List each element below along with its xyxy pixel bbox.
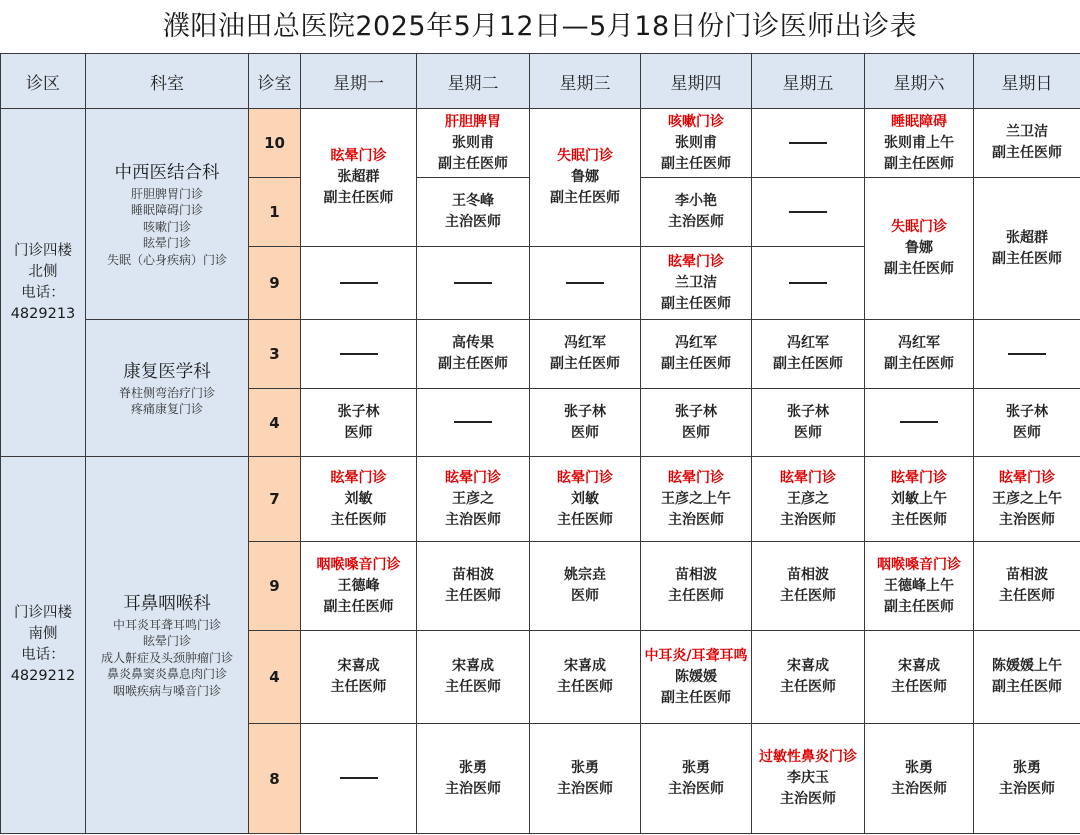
doctor-name: 张勇 bbox=[682, 759, 710, 776]
doctor-name: 宋喜成 bbox=[787, 658, 829, 674]
empty-dash bbox=[789, 282, 827, 284]
doctor-name: 鲁娜 bbox=[571, 169, 599, 185]
doctor-name: 王德峰 bbox=[337, 577, 380, 594]
doctor-title: 主任医师 bbox=[557, 511, 613, 528]
clinic-label: 失眠门诊 bbox=[557, 148, 613, 164]
clinic-label: 肝胆脾胃 bbox=[445, 113, 501, 130]
doctor-name: 张则甫上午 bbox=[884, 134, 954, 151]
doctor-title: 副主任医师 bbox=[773, 356, 843, 372]
clinic-label: 咳嗽门诊 bbox=[668, 113, 724, 130]
room-number: 9 bbox=[249, 542, 301, 631]
schedule-cell bbox=[301, 542, 417, 631]
doctor-name: 宋喜成 bbox=[337, 658, 380, 674]
clinic-label: 过敏性鼻炎门诊 bbox=[759, 749, 857, 765]
doctor-title: 主任医师 bbox=[668, 588, 724, 604]
clinic-label: 眩晕门诊 bbox=[668, 253, 724, 270]
clinic-label: 失眠门诊 bbox=[891, 219, 947, 235]
doctor-name: 陈媛媛 bbox=[675, 668, 717, 685]
schedule-cell bbox=[974, 724, 1080, 834]
doctor-name: 陈媛媛上午 bbox=[992, 658, 1062, 674]
schedule-cell bbox=[752, 724, 865, 834]
doctor-title: 医师 bbox=[682, 424, 710, 441]
clinic-label: 睡眠障碍 bbox=[891, 113, 947, 130]
schedule-cell bbox=[974, 542, 1080, 631]
empty-dash bbox=[566, 282, 604, 284]
clinic-label: 眩晕门诊 bbox=[668, 469, 724, 486]
doctor-title: 副主任医师 bbox=[323, 598, 394, 615]
doctor-name: 李庆玉 bbox=[787, 770, 829, 786]
clinic-label: 咽喉嗓音门诊 bbox=[316, 556, 401, 573]
doctor-name: 姚宗垚 bbox=[564, 567, 606, 583]
doctor-name: 李小艳 bbox=[675, 193, 717, 209]
schedule-cell bbox=[752, 631, 865, 724]
header-zone: 诊区 bbox=[1, 54, 86, 109]
doctor-title: 主任医师 bbox=[891, 679, 947, 695]
doctor-title: 主治医师 bbox=[445, 214, 501, 230]
doctor-title: 副主任医师 bbox=[550, 356, 620, 372]
doctor-title: 副主任医师 bbox=[992, 145, 1062, 161]
schedule-cell bbox=[752, 178, 865, 247]
schedule-table bbox=[0, 53, 1080, 834]
doctor-title: 医师 bbox=[794, 424, 822, 441]
doctor-name: 冯红军 bbox=[898, 335, 940, 351]
doctor-name: 鲁娜 bbox=[905, 240, 933, 256]
doctor-name: 张子林 bbox=[337, 403, 380, 420]
doctor-title: 副主任医师 bbox=[661, 295, 731, 312]
doctor-name: 张子林 bbox=[564, 403, 606, 420]
empty-dash bbox=[789, 211, 827, 213]
doctor-name: 张勇 bbox=[571, 759, 599, 776]
header-tuesday: 星期二 bbox=[417, 54, 530, 109]
header-friday: 星期五 bbox=[752, 54, 865, 109]
schedule-cell bbox=[530, 631, 641, 724]
schedule-cell bbox=[974, 178, 1080, 320]
doctor-title: 主任医师 bbox=[780, 679, 836, 695]
schedule-cell bbox=[417, 320, 530, 389]
schedule-cell bbox=[641, 631, 752, 724]
schedule-cell bbox=[974, 631, 1080, 724]
doctor-title: 主治医师 bbox=[999, 511, 1055, 528]
doctor-title: 副主任医师 bbox=[884, 598, 954, 615]
doctor-title: 副主任医师 bbox=[661, 689, 731, 706]
empty-dash bbox=[789, 142, 827, 144]
clinic-label: 眩晕门诊 bbox=[445, 469, 501, 486]
schedule-cell bbox=[974, 109, 1080, 178]
doctor-title: 主任医师 bbox=[999, 588, 1055, 604]
header-dept: 科室 bbox=[86, 54, 249, 109]
dept-rehab: 康复医学科 脊柱侧弯治疗门诊 疼痛康复门诊 bbox=[86, 320, 249, 457]
dept-ent: 耳鼻咽喉科 中耳炎耳聋耳鸣门诊 眩晕门诊 成人鼾症及头颈肿瘤门诊 鼻炎鼻窦炎鼻息肉门诊 咽喉疾病与嗓音门诊 bbox=[86, 457, 249, 834]
clinic-label: 眩晕门诊 bbox=[557, 469, 613, 486]
doctor-title: 副主任医师 bbox=[661, 356, 731, 372]
clinic-label: 咽喉嗓音门诊 bbox=[877, 556, 961, 573]
doctor-title: 副主任医师 bbox=[992, 250, 1062, 267]
schedule-cell bbox=[641, 320, 752, 389]
room-number: 4 bbox=[249, 631, 301, 724]
schedule-cell bbox=[865, 542, 974, 631]
schedule-cell bbox=[417, 631, 530, 724]
doctor-name: 王彦之上午 bbox=[661, 490, 731, 507]
doctor-name: 张则甫 bbox=[452, 134, 494, 151]
doctor-title: 主治医师 bbox=[668, 511, 724, 528]
room-number: 1 bbox=[249, 178, 301, 247]
schedule-cell bbox=[301, 631, 417, 724]
schedule-cell bbox=[530, 247, 641, 320]
schedule-cell bbox=[530, 389, 641, 457]
schedule-cell bbox=[417, 724, 530, 834]
doctor-name: 宋喜成 bbox=[564, 658, 606, 674]
doctor-name: 王彦之 bbox=[452, 490, 494, 507]
empty-dash bbox=[340, 777, 378, 779]
doctor-title: 副主任医师 bbox=[438, 155, 508, 172]
empty-dash bbox=[1008, 353, 1046, 355]
doctor-title: 副主任医师 bbox=[661, 155, 731, 172]
doctor-name: 张子林 bbox=[675, 403, 717, 420]
doctor-name: 王彦之 bbox=[787, 490, 829, 507]
doctor-title: 主任医师 bbox=[445, 588, 501, 604]
doctor-name: 苗相波 bbox=[787, 567, 829, 583]
schedule-cell bbox=[417, 109, 530, 178]
doctor-name: 张子林 bbox=[787, 403, 829, 420]
doctor-title: 副主任医师 bbox=[992, 679, 1062, 695]
clinic-label: 眩晕门诊 bbox=[891, 469, 947, 486]
doctor-title: 主任医师 bbox=[780, 588, 836, 604]
schedule-cell bbox=[417, 542, 530, 631]
header-sunday: 星期日 bbox=[974, 54, 1080, 109]
doctor-name: 宋喜成 bbox=[452, 658, 494, 674]
doctor-name: 苗相波 bbox=[675, 567, 717, 583]
schedule-cell bbox=[865, 109, 974, 178]
doctor-title: 主治医师 bbox=[780, 791, 836, 807]
room-number: 10 bbox=[249, 109, 301, 178]
clinic-label: 眩晕门诊 bbox=[330, 469, 387, 486]
clinic-label: 眩晕门诊 bbox=[330, 148, 387, 164]
header-wednesday: 星期三 bbox=[530, 54, 641, 109]
schedule-cell bbox=[974, 457, 1080, 542]
schedule-cell bbox=[641, 247, 752, 320]
schedule-cell bbox=[752, 247, 865, 320]
doctor-title: 医师 bbox=[344, 424, 373, 441]
schedule-cell bbox=[417, 247, 530, 320]
doctor-name: 冯红军 bbox=[564, 335, 606, 351]
doctor-title: 副主任医师 bbox=[438, 356, 508, 372]
doctor-name: 宋喜成 bbox=[898, 658, 940, 674]
doctor-title: 主治医师 bbox=[445, 780, 501, 797]
doctor-title: 主任医师 bbox=[445, 679, 501, 695]
room-number: 4 bbox=[249, 389, 301, 457]
header-room: 诊室 bbox=[249, 54, 301, 109]
doctor-name: 张超群 bbox=[337, 169, 380, 185]
doctor-name: 张勇 bbox=[1013, 759, 1041, 776]
doctor-name: 张子林 bbox=[1006, 403, 1048, 420]
empty-dash bbox=[454, 282, 492, 284]
room-number: 7 bbox=[249, 457, 301, 542]
schedule-cell bbox=[301, 247, 417, 320]
doctor-title: 主治医师 bbox=[999, 780, 1055, 797]
doctor-title: 医师 bbox=[571, 424, 599, 441]
schedule-cell bbox=[530, 320, 641, 389]
doctor-name: 王德峰上午 bbox=[884, 577, 954, 594]
room-number: 3 bbox=[249, 320, 301, 389]
schedule-cell bbox=[865, 457, 974, 542]
table-row bbox=[1, 457, 1080, 542]
doctor-title: 副主任医师 bbox=[550, 190, 620, 206]
schedule-cell bbox=[752, 457, 865, 542]
doctor-name: 刘敏上午 bbox=[891, 490, 947, 507]
schedule-cell bbox=[641, 109, 752, 178]
doctor-title: 副主任医师 bbox=[323, 190, 394, 206]
doctor-name: 王冬峰 bbox=[452, 193, 494, 209]
page-title: 濮阳油田总医院2025年5月12日—5月18日份门诊医师出诊表 bbox=[162, 11, 918, 42]
doctor-name: 兰卫洁 bbox=[1006, 124, 1048, 140]
zone-north: 门诊四楼 北侧 电话： 4829213 bbox=[1, 109, 86, 457]
doctor-title: 主治医师 bbox=[891, 780, 947, 797]
schedule-cell bbox=[974, 389, 1080, 457]
schedule-cell bbox=[641, 542, 752, 631]
doctor-title: 主任医师 bbox=[330, 679, 387, 695]
doctor-name: 苗相波 bbox=[1006, 567, 1048, 583]
header-saturday: 星期六 bbox=[865, 54, 974, 109]
doctor-title: 主任医师 bbox=[891, 511, 947, 528]
dept-tcm: 中西医结合科 肝胆脾胃门诊 睡眠障碍门诊 咳嗽门诊 眩晕门诊 失眠（心身疾病）门诊 bbox=[86, 109, 249, 320]
header-monday: 星期一 bbox=[301, 54, 417, 109]
schedule-cell bbox=[417, 178, 530, 247]
clinic-label: 中耳炎/耳聋耳鸣 bbox=[644, 647, 748, 664]
doctor-title: 主治医师 bbox=[780, 511, 836, 528]
schedule-cell bbox=[301, 389, 417, 457]
doctor-name: 张勇 bbox=[905, 759, 933, 776]
doctor-name: 兰卫洁 bbox=[675, 274, 717, 291]
doctor-title: 主治医师 bbox=[445, 511, 501, 528]
empty-dash bbox=[454, 421, 492, 423]
schedule-cell bbox=[752, 320, 865, 389]
doctor-name: 张则甫 bbox=[675, 134, 717, 151]
schedule-cell bbox=[301, 109, 417, 247]
doctor-name: 苗相波 bbox=[452, 567, 494, 583]
header-row bbox=[1, 54, 1080, 109]
doctor-title: 主治医师 bbox=[557, 780, 613, 797]
doctor-name: 张超群 bbox=[1006, 229, 1048, 246]
room-number: 8 bbox=[249, 724, 301, 834]
doctor-title: 医师 bbox=[571, 588, 599, 604]
schedule-cell bbox=[530, 542, 641, 631]
schedule-cell bbox=[865, 389, 974, 457]
doctor-name: 刘敏 bbox=[571, 490, 599, 507]
doctor-title: 主任医师 bbox=[330, 511, 387, 528]
doctor-name: 冯红军 bbox=[787, 335, 829, 351]
room-number: 9 bbox=[249, 247, 301, 320]
empty-dash bbox=[340, 282, 378, 284]
schedule-cell bbox=[752, 389, 865, 457]
doctor-title: 副主任医师 bbox=[884, 261, 954, 277]
schedule-cell bbox=[530, 109, 641, 247]
schedule-cell bbox=[974, 320, 1080, 389]
doctor-title: 主治医师 bbox=[668, 780, 724, 797]
empty-dash bbox=[900, 421, 938, 423]
schedule-cell bbox=[301, 320, 417, 389]
clinic-label: 眩晕门诊 bbox=[780, 469, 836, 486]
table-row bbox=[1, 320, 1080, 389]
schedule-cell bbox=[641, 724, 752, 834]
schedule-cell bbox=[641, 389, 752, 457]
empty-dash bbox=[340, 353, 378, 355]
doctor-name: 高传果 bbox=[452, 335, 494, 351]
doctor-name: 刘敏 bbox=[344, 490, 373, 507]
schedule-cell bbox=[865, 320, 974, 389]
header-thursday: 星期四 bbox=[641, 54, 752, 109]
schedule-cell bbox=[530, 457, 641, 542]
schedule-cell bbox=[865, 631, 974, 724]
schedule-cell bbox=[417, 389, 530, 457]
schedule-cell bbox=[641, 178, 752, 247]
schedule-cell bbox=[530, 724, 641, 834]
schedule-cell bbox=[417, 457, 530, 542]
doctor-title: 医师 bbox=[1013, 424, 1041, 441]
table-row bbox=[1, 109, 1080, 178]
schedule-cell bbox=[301, 724, 417, 834]
schedule-cell bbox=[752, 109, 865, 178]
schedule-cell bbox=[865, 178, 974, 320]
doctor-title: 副主任医师 bbox=[884, 155, 954, 172]
schedule-cell bbox=[752, 542, 865, 631]
schedule-cell bbox=[865, 724, 974, 834]
zone-south: 门诊四楼 南侧 电话： 4829212 bbox=[1, 457, 86, 834]
doctor-title: 主治医师 bbox=[668, 214, 724, 230]
schedule-cell bbox=[301, 457, 417, 542]
clinic-label: 眩晕门诊 bbox=[999, 469, 1055, 486]
schedule-cell bbox=[641, 457, 752, 542]
doctor-title: 副主任医师 bbox=[884, 356, 954, 372]
doctor-name: 冯红军 bbox=[675, 335, 717, 351]
doctor-name: 张勇 bbox=[459, 759, 487, 776]
doctor-title: 主任医师 bbox=[557, 679, 613, 695]
doctor-name: 王彦之上午 bbox=[992, 490, 1062, 507]
